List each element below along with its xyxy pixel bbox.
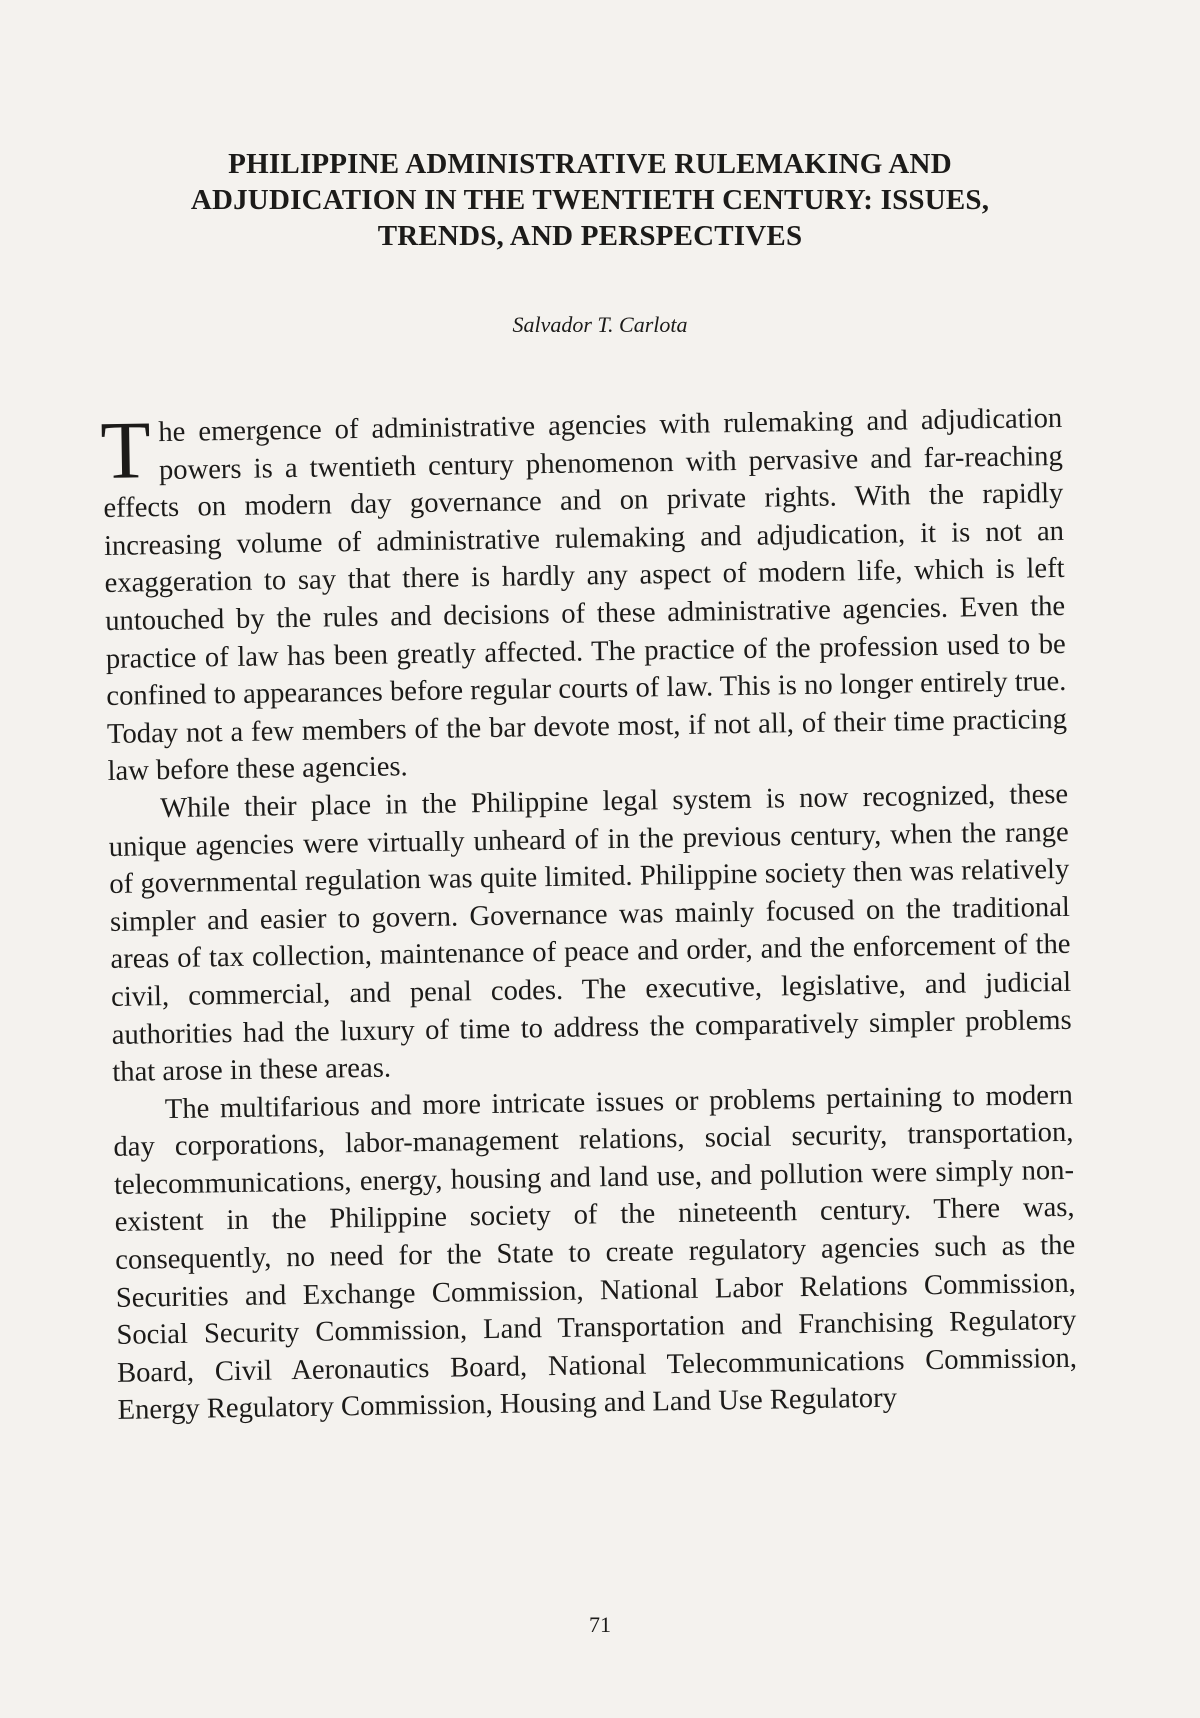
paragraph-2: While their place in the Philippine legal system is now recognized, these unique agencies were virtually unheard of in the previous century, when the range of governmental regulation was quite limited. Philippine society then was relatively simpler and easier to govern. Governance was mainly focused on the traditional areas of tax collection, maintenance of peace and order, and the enforcement of the civil, commercial, and penal codes. The executive, legislative, and judicial authorities had the luxury of time to address the comparatively simpler problems that arose in these areas. [108,778,1072,1089]
article-title [120,146,1060,254]
paragraph-3: The multifarious and more intricate issues or problems pertaining to modern day corporations, labor-management relations, social security, transportation, telecommunications, energy, housing and land use, and pollution were simply non-existent in the Philippine society of the nineteenth century. There was, consequently, no need for the State to create regulatory agencies such as the Securities and Exchange Commission, National Labor Relations Commission, Social Security Commission, Land Transportation and Franchising Regulatory Board, Civil Aeronautics Board, National Telecommunications Commission, Energy Regulatory Commission, Housing and Land Use Regulatory [113,1079,1078,1427]
paragraph-1 [99,400,1068,791]
article-body [99,400,1078,1430]
title-line-3: TRENDS, AND PERSPECTIVES [377,220,803,252]
drop-cap: T [99,404,152,497]
paragraph-1-text: he emergence of administrative agencies with rulemaking and adjudication powers is a twentieth century phenomenon with pervasive and far-reaching effects on modern day governance and on private rights. With the rapidly increasing volume of administrative rulemaking and adjudication, it is not an exaggeration to say that there is hardly any aspect of modern life, which is left untouched by the rules and decisions of these administrative agencies. Even the practice of law has been greatly affected. The practice of the profession used to be confined to appearances before regular courts of law. This is no longer entirely true. Today not a few members of the bar devote most, if not all, of their time practicing law before these agencies. [103,402,1068,788]
title-line-1: PHILIPPINE ADMINISTRATIVE RULEMAKING AND [228,148,952,180]
title-line-2: ADJUDICATION IN THE TWENTIETH CENTURY: ISSUES, [190,184,990,216]
page-number: 71 [589,1612,611,1637]
author-name: Salvador T. Carlota [512,312,688,337]
